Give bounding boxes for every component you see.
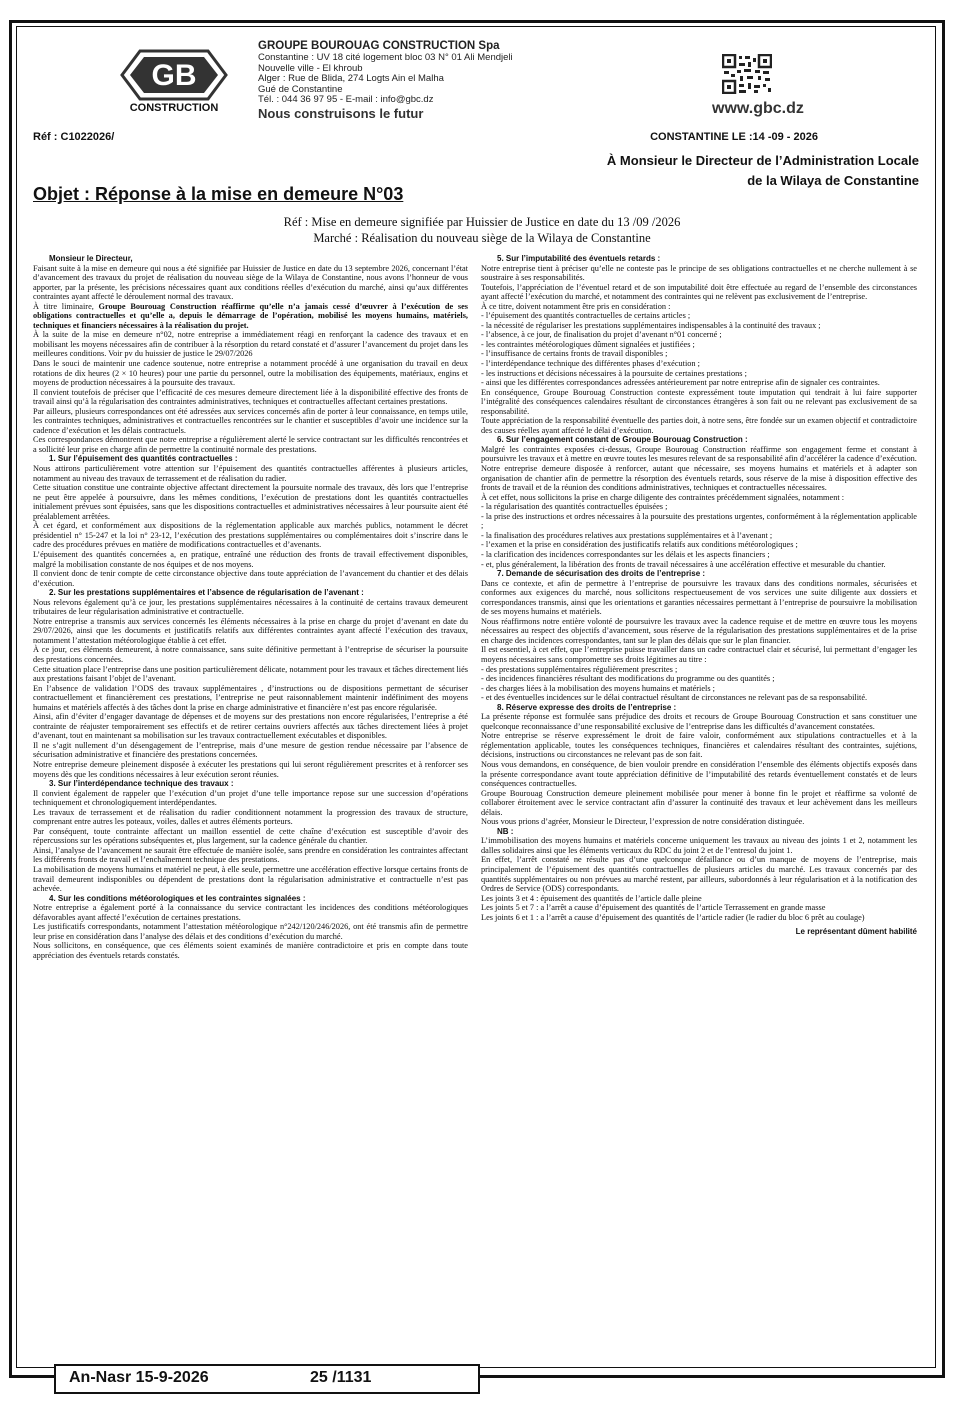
paragraph bbox=[33, 330, 468, 359]
paragraph bbox=[33, 550, 468, 569]
section-heading: 3. Sur l’interdépendance technique des travaux : bbox=[49, 779, 234, 789]
paragraph-text: Faisant suite à la mise en demeure qui nous a été signifiée par Huissier de Justice en date du 13 septembre 2026, concernant l’état d’avancement des travaux du projet de réalisation du nouveau siège de la Wilaya de Constantine, nous avons l’honneur de vous apporter, par la présente, les précisions nécessaires quant aux conditions réelles d’exécution du marché, ainsi qu’aux différentes contraintes ayant affecté le déroulement normal des travaux. bbox=[33, 263, 468, 302]
paragraph bbox=[481, 684, 917, 694]
paragraph-text: Ainsi, afin d’éviter d’engager davantage de dépenses et de moyens sur des prestations non encore régularisées, l’entreprise a été contrainte de réajuster temporairement ses effectifs et de retirer certains ouvriers affectés aux tâches directement liées à projet d’avenant, tout en maintenant sa mobilisation sur les travaux contractuellement exécutables et disponibles. bbox=[33, 712, 468, 741]
paragraph-text: À titre liminaire, bbox=[33, 301, 99, 311]
company-info bbox=[258, 40, 668, 121]
paragraph-text: - des incidences financières résultant des modifications du programme ou des quantités ; bbox=[481, 674, 775, 684]
paragraph-text: - la clarification des incidences correspondantes sur les délais et les aspects financiers ; bbox=[481, 549, 770, 559]
paragraph bbox=[481, 560, 917, 570]
paragraph bbox=[33, 789, 468, 808]
paragraph bbox=[33, 760, 468, 779]
paragraph bbox=[33, 712, 468, 741]
paragraph bbox=[33, 435, 468, 454]
paragraph-text: Il est essentiel, à cet effet, que l’entreprise puisse travailler dans un cadre contractuel clair et sécurisé, lui permettant d’engager les moyens nécessaires sans compromettre ses droits légitimes au titre : bbox=[481, 645, 917, 664]
paragraph bbox=[33, 264, 468, 302]
paragraph bbox=[481, 836, 917, 855]
paragraph-text: Les joints 6 et 1 : a l’arrêt a cause d’épuisement des quantités de l’article radier (le radier du bloc 6 prêt au coulage) bbox=[481, 912, 865, 922]
section-heading: Monsieur le Directeur, bbox=[49, 254, 133, 263]
paragraph-text: À ce jour, ces éléments demeurent, à notre connaissance, sans suite définitive permettant à l’entreprise de sécuriser la poursuite des prestations concernées. bbox=[33, 645, 468, 664]
paragraph-text: - et, plus généralement, la libération des fronts de travail nécessaires à une accélération effective et mesurable du chantier. bbox=[481, 559, 886, 569]
paragraph bbox=[481, 321, 917, 331]
paragraph-text: Notre entreprise a également porté à la connaissance du service contractant les incidences des conditions météorologiques défavorables ayant affecté l’exécution de certaines prestations. bbox=[33, 903, 468, 922]
paragraph bbox=[33, 846, 468, 865]
paragraph-text: Nous sollicitons, en conséquence, que ces éléments soient examinés de manière contradictoire et pris en compte dans toute appréciation des éventuels retards constatés. bbox=[33, 941, 468, 960]
body-right-column bbox=[481, 254, 917, 937]
logo-letters: GB bbox=[151, 59, 197, 92]
paragraph bbox=[481, 445, 917, 464]
paragraph-text: Ainsi, l’analyse de l’avancement ne saurait être effectuée de manière isolée, sans prendre en considération les contraintes affectant les différents fronts de travail et l’enchaînement technique des prestations. bbox=[33, 845, 468, 865]
slogan: Nous construisons le futur bbox=[258, 105, 424, 121]
paragraph bbox=[481, 349, 917, 359]
paragraph bbox=[481, 330, 917, 340]
paragraph bbox=[33, 617, 468, 646]
paragraph-text: Notre entreprise demeure pleinement disposée à exécuter les prestations qui lui seront régulièrement prescrites et à renforcer ses moyens dès que les conditions nécessaires à leur exécution seront réunies. bbox=[33, 759, 468, 779]
paragraph bbox=[481, 311, 917, 321]
paragraph-text: - l’insuffisance de certains fronts de travail disponibles ; bbox=[481, 349, 668, 359]
paragraph-text: - des charges liées à la mobilisation des moyens humains et matériels ; bbox=[481, 683, 715, 693]
paragraph bbox=[33, 407, 468, 436]
body-left-column bbox=[33, 254, 468, 960]
section-heading: NB : bbox=[497, 826, 514, 836]
paragraph-text: Les justificatifs correspondants, notamment l’attestation météorologique n°242/120/246/2026, ont été transmis afin de permettre leur prise en considération dans l’analyse des délais et des conditions d’exécution du marché. bbox=[33, 922, 468, 941]
paragraph-text: À la suite de la mise en demeure n°02, notre entreprise a immédiatement réagi en renforçant la cadence des travaux et en mobilisant les moyens nécessaires afin de contribuer à la résorption du retard constaté et d’assurer l’avancement du projet dans les meilleures conditions. Voir pv du huissier de justice le 29/07/2026 bbox=[33, 330, 468, 359]
paragraph-text: Nous réaffirmons notre entière volonté de poursuivre les travaux avec la cadence requise et de mettre en œuvre tous les moyens nécessaires au respect des objectifs d’avancement, sous réserve de la régularisation des prestations supplémentaires et de la prise en charge des incidences correspondantes, tant sur le plan des délais que sur le plan financier. bbox=[481, 616, 917, 645]
paragraph bbox=[481, 264, 917, 283]
paragraph-text: Dans le souci de maintenir une cadence soutenue, notre entreprise a notamment procédé à une organisation du travail en deux rotations de dix heures (2 × 10 heures) pour une partie du personnel, outre la mobilisation des équipements, matériaux, engins et moyens de production nécessaires à la poursuite des travaux. bbox=[33, 359, 468, 388]
paragraph-text: L’épuisement des quantités concernées a, en pratique, entraîné une réduction des fronts de travail effectivement disponibles, malgré la mobilisation constante de nos équipes et de nos moyens. bbox=[33, 549, 468, 569]
paragraph-text: - l’examen et la prise en considération des justificatifs relatifs aux conditions météorologiques ; bbox=[481, 540, 798, 550]
paragraph-text: - ainsi que les différentes correspondances adressées antérieurement par notre entreprise afin de signaler ces contraintes. bbox=[481, 378, 880, 388]
paragraph bbox=[481, 493, 917, 503]
paragraph-text: En effet, l’arrêt constaté ne résulte pas d’une quelconque défaillance ou d’un manque de moyens de l’entreprise, mais principalement de l’épuisement des quantités contractuelles de plusieurs articles du marché. Les travaux concernés par des quantités supplémentaires ou non prévues au marché restent, par ailleurs, subordonnés à leur régularisation et à la notification des Ordres de Service (ODS) correspondants. bbox=[481, 855, 917, 894]
addressee-line: À Monsieur le Directeur de l’Administration Locale bbox=[606, 153, 919, 168]
paragraph bbox=[481, 760, 917, 789]
paragraph bbox=[481, 579, 917, 617]
paragraph bbox=[33, 598, 468, 617]
paragraph bbox=[481, 550, 917, 560]
letter-date: CONSTANTINE LE :14 -09 - 2026 bbox=[650, 131, 818, 143]
section-heading: 1. Sur l’épuisement des quantités contractuelles : bbox=[49, 454, 238, 464]
website: www.gbc.dz bbox=[712, 100, 804, 117]
paragraph-text: Dans ce contexte, et afin de permettre à l’entreprise de poursuivre les travaux dans des conditions normales, sécurisées et conformes aux exigences du marché, nous sollicitons respectueusement de vos services une suite diligente aux dossiers et correspondances transmis, ainsi que les orientations et garanties nécessaires permettant à l’entreprise de poursuivre la mobilisation de ses moyens humains et matériels. bbox=[481, 578, 917, 617]
address-line: Nouvelle ville - El khroub bbox=[258, 62, 363, 74]
paragraph bbox=[481, 502, 917, 512]
paragraph-text: Il ne s’agit nullement d’un désengagement de l’entreprise, mais d’une mesure de gestion rendue nécessaire par l’absence de sécurisation administrative et financière des prestations concernées. bbox=[33, 740, 468, 760]
paragraph-text: À cet effet, nous sollicitons la prise en charge diligente des contraintes précédemment signalées, notamment : bbox=[481, 492, 845, 502]
paragraph-text: Les travaux de terrassement et de réalisation du radier conditionnent notamment la progression des travaux de structure, comprenant entre autres les poteaux, voiles, dalles et autres éléments porteurs. bbox=[33, 807, 468, 827]
section-heading: 6. Sur l’engagement constant de Groupe Bourouag Construction : bbox=[497, 435, 748, 445]
paragraph bbox=[481, 817, 917, 827]
paragraph bbox=[481, 855, 917, 893]
paragraph-text: L’immobilisation des moyens humains et matériels concerne uniquement les travaux au niveau des joints 1 et 2, notamment les dalles solidaires ainsi que les éléments verticaux du RDC du joint 2 et de l’entresol du joint 1. bbox=[481, 836, 917, 855]
paragraph-text: - des prestations supplémentaires régulièrement prescrites ; bbox=[481, 664, 678, 674]
section-heading: 5. Sur l’imputabilité des éventuels retards : bbox=[497, 254, 661, 263]
paragraph-text: Nous attirons particulièrement votre attention sur l’épuisement des quantités contractuelles afférentes à plusieurs articles, notamment au niveau des travaux de terrassement et de réalisation du radier. bbox=[33, 464, 468, 483]
paragraph bbox=[481, 340, 917, 350]
reference-line: Réf : Mise en demeure signifiée par Huissier de Justice en date du 13 /09 /2026 bbox=[283, 215, 681, 229]
paragraph-text: - l’absence, à ce jour, de finalisation du projet d’avenant n°01 concerné ; bbox=[481, 330, 722, 340]
paragraph bbox=[481, 712, 917, 731]
paragraph bbox=[481, 531, 917, 541]
paragraph-text: La mobilisation de moyens humains et matériel ne peut, à elle seule, permettre une accélération effective lorsque certains fronts de travail demeurent indisponibles ou dépendent de prestations dont la régularisation administrative et contractuelle n’est pas achevée. bbox=[33, 865, 468, 894]
paragraph-text: À ce titre, doivent notamment être pris en considération : bbox=[481, 301, 671, 311]
paragraph bbox=[33, 569, 468, 588]
paragraph-text: - la régularisation des quantités contractuelles épuisées ; bbox=[481, 502, 668, 512]
paragraph-text: Nous vous demandons, en conséquence, de bien vouloir prendre en considération l’ensemble des éléments objectifs exposés dans la présente correspondance avant toute appréciation définitive de l’imputabilité des retards éventuellement constatés et de leurs conséquences contractuelles. bbox=[481, 759, 917, 789]
paragraph-text: Ces correspondances démontrent que notre entreprise a régulièrement alerté le service contractant sur les difficultés rencontrées et a sollicité leur prise en charge afin de permettre la continuité normale des prestations. bbox=[33, 435, 468, 454]
paragraph bbox=[481, 645, 917, 664]
paragraph-text: En conséquence, Groupe Bourouag Construction conteste expressément toute imputation qui tendrait à lui faire supporter l’intégralité des conséquences calendaires résultant de circonstances étrangères à son fait ou ne relevant pas exclusivement de sa responsabilité. bbox=[481, 387, 917, 416]
paragraph-text: Notre entreprise tient à préciser qu’elle ne conteste pas le principe de ses obligations contractuelles et ne cherche nullement à se soustraire à ses responsabilités. bbox=[481, 263, 917, 283]
paragraph bbox=[481, 903, 917, 913]
paragraph bbox=[33, 521, 468, 550]
paragraph-text: À cet égard, et conformément aux dispositions de la réglementation applicable aux marchés publics, notamment le décret présidentiel n° 15-247 et la loi n° 23-12, l’exécution des prestations supplémentaires ou complémentaires doit s’inscrire dans le cadre des procédures prévues en matière de modifications contractuelles et d’avenants. bbox=[33, 521, 468, 550]
letter-subject: Objet : Réponse à la mise en demeure N°03 bbox=[33, 184, 404, 204]
company-logo bbox=[118, 48, 230, 118]
section-heading: 7. Demande de sécurisation des droits de l’entreprise : bbox=[497, 569, 706, 579]
gb-logo-icon bbox=[118, 48, 230, 102]
paragraph-text: La présente réponse est formulée sans préjudice des droits et recours de Groupe Bourouag Construction et sans constituer une quelconque reconnaissance d’une responsabilité exclusive de l’entreprise dans les difficultés d’avancement constatées. bbox=[481, 712, 917, 731]
paragraph bbox=[33, 827, 468, 846]
paragraph-text: Il convient donc de tenir compte de cette circonstance objective dans toute appréciation de l’avancement du chantier et des délais d’exécution. bbox=[33, 569, 468, 588]
paragraph-text: Malgré les contraintes exposées ci-dessus, Groupe Bourouag Construction réaffirme son engagement ferme et constant à poursuivre les travaux et à mettre en œuvre toutes les mesures relevant de sa responsabilité afin d’accélérer la cadence d’exécution. bbox=[481, 444, 917, 464]
paragraph-text: - la finalisation des procédures relatives aux prestations supplémentaires et à l’avenant ; bbox=[481, 530, 773, 540]
qr-code-icon bbox=[722, 54, 772, 94]
paragraph bbox=[33, 808, 468, 827]
section-heading: 8. Réserve expresse des droits de l’entreprise : bbox=[497, 702, 677, 712]
paragraph bbox=[33, 684, 468, 713]
paragraph bbox=[481, 894, 917, 904]
paragraph-text: - l’interdépendance technique des différentes phases d’exécution ; bbox=[481, 359, 700, 369]
paragraph-text: Par ailleurs, plusieurs correspondances ont été adressées aux services concernés afin de porter à leur connaissance, en temps utile, les contraintes techniques, administratives et contractuelles rencontrées sur le chantier et susceptibles d’avoir une incidence sur la cadence d’exécution et les délais contractuels. bbox=[33, 406, 468, 435]
paragraph bbox=[33, 464, 468, 483]
paragraph-text: Notre entreprise demeure disposée à renforcer, autant que nécessaire, ses moyens humains et matériels et à adapter son organisation de chantier afin de permettre la résorption des éventuels retards, sous réserve de la mise à disposition effective des fronts de travail et de la réunion des conditions administratives, techniques et contractuelles nécessaires. bbox=[481, 464, 917, 493]
paragraph-text: - et des éventuelles incidences sur le délai contractuel résultant de circonstances ne relevant pas de sa responsabilité. bbox=[481, 693, 868, 703]
paragraph-text: Notre entreprise se réserve expressément le droit de faire valoir, conformément aux stipulations contractuelles et à la réglementation applicable, toutes les conséquences techniques, financières et calendaires résultant des contraintes, sujétions, décisions, instructions ou circonstances ne relevant pas de son fait. bbox=[481, 731, 917, 760]
paragraph-text: Groupe Bourouag Construction demeure pleinement mobilisée pour mener à bonne fin le projet et réaffirme sa volonté de collaborer étroitement avec le service contractant afin d’assurer la continuité des travaux et leur achèvement dans les meilleurs délais. bbox=[481, 788, 917, 817]
section-heading: 4. Sur les conditions météorologiques et les contraintes signalées : bbox=[49, 893, 306, 903]
paragraph-text: - l’épuisement des quantités contractuelles de certains articles ; bbox=[481, 311, 691, 321]
paragraph-text: Il convient également de rappeler que l’exécution d’un projet d’une telle importance repose sur une succession d’opérations techniquement et chronologiquement interdépendantes. bbox=[33, 788, 468, 808]
paragraph-text: Notre entreprise a transmis aux services concernés les éléments nécessaires à la prise en charge du projet d’avenant en date du 29/07/2026, ainsi que les documents et justificatifs relatifs aux différentes contraintes ayant affecté l’exécution des travaux, notamment l’attestation météorologique établie à cet effet. bbox=[33, 616, 468, 645]
paragraph-text: Toute appréciation de la responsabilité éventuelle des parties doit, à notre sens, être fondée sur un examen objectif et contradictoire des causes réelles ayant affecté le délai d’exécution. bbox=[481, 416, 917, 435]
paragraph-text: - la nécessité de régulariser les prestations supplémentaires indispensables à la continuité des travaux ; bbox=[481, 320, 821, 330]
company-name: GROUPE BOUROUAG CONSTRUCTION Spa bbox=[258, 40, 500, 52]
paragraph bbox=[481, 464, 917, 493]
paragraph-text: Les joints 5 et 7 : a l’arrêt a cause d’épuisement des quantités de l’article Terrassement en grande masse bbox=[481, 903, 826, 913]
paragraph bbox=[481, 416, 917, 435]
signature-line: Le représentant dûment habilité bbox=[795, 927, 917, 937]
contact-line: Tél. : 044 36 97 95 - E-mail : info@gbc.dz bbox=[258, 94, 434, 105]
paragraph bbox=[33, 865, 468, 894]
paragraph-text: - les instructions et décisions nécessaires à la poursuite de certaines prestations ; bbox=[481, 368, 747, 378]
paragraph-text: Par conséquent, toute contrainte affectant un maillon essentiel de cette chaîne d’exécution est susceptible d’avoir des répercussions sur les opérations subséquentes et, plus largement, sur la cadence générale du chantier. bbox=[33, 826, 468, 846]
paragraph-text: Toutefois, l’appréciation de l’éventuel retard et de son imputabilité doit être effectuée au regard de l’ensemble des circonstances ayant affecté l’exécution du marché, et notamment des contraintes qui ne relèvent pas exclusivement de l’entreprise. bbox=[481, 282, 917, 302]
paragraph bbox=[33, 645, 468, 664]
letter-references bbox=[0, 214, 964, 246]
paragraph bbox=[481, 302, 917, 312]
paragraph bbox=[33, 388, 468, 407]
paragraph-text: Il convient toutefois de préciser que l’efficacité de ces mesures demeure directement liée à la disponibilité effective des fronts de travail ainsi qu’à la régularisation des contraintes administratives, techniques et contractuelles affectant certaines prestations. bbox=[33, 387, 468, 407]
address-line: Alger : Rue de Blida, 274 Logts Ain el Malha bbox=[258, 73, 444, 84]
marche-line: Marché : Réalisation du nouveau siège de la Wilaya de Constantine bbox=[313, 231, 651, 245]
publication-footer bbox=[54, 1364, 480, 1394]
paragraph bbox=[481, 731, 917, 760]
address-line: Gué de Constantine bbox=[258, 83, 343, 95]
paragraph bbox=[481, 693, 917, 703]
paragraph bbox=[33, 302, 468, 331]
paragraph bbox=[33, 741, 468, 760]
paragraph bbox=[33, 483, 468, 521]
paragraph-text: Cette situation constitue une contrainte objective affectant directement la poursuite normale des travaux, dès lors que l’entreprise ne peut être appelée à poursuivre, dans les mêmes conditions, l’exécution de prestations dont les quantités contractuelles initialement prévues sont épuisées, sans que les dispositions contractuelles et administratives nécessaires à leur poursuite aient été préalablement arrêtées. bbox=[33, 483, 468, 521]
paragraph bbox=[481, 369, 917, 379]
paragraph bbox=[481, 913, 917, 923]
paragraph-text: En l’absence de validation l’ODS des travaux supplémentaires , d’instructions ou de dispositions permettant de sécuriser contractuellement et financièrement ces prestations, l’entreprise ne peut raisonnablement maintenir indéfiniment des moyens humains et matériels affectés à des tâches dont la prise en charge administrative et financière n’est pas encore régularisée. bbox=[33, 683, 468, 712]
paragraph bbox=[481, 512, 917, 531]
paragraph bbox=[33, 922, 468, 941]
paragraph bbox=[481, 378, 917, 388]
paragraph bbox=[481, 283, 917, 302]
paragraph bbox=[481, 674, 917, 684]
paragraph bbox=[33, 665, 468, 684]
section-heading: 2. Sur les prestations supplémentaires et l’absence de régularisation de l’avenant : bbox=[49, 588, 364, 598]
paragraph bbox=[33, 903, 468, 922]
paragraph-text: Nous vous prions d’agréer, Monsieur le Directeur, l’expression de notre considération distinguée. bbox=[481, 817, 805, 827]
paragraph-bold-text: Groupe Bourouag Construction réaffirme qu’elle n’a jamais cessé d’œuvrer à l’exécution de ses obligations contractuelles et qu’elle a, depuis le démarrage de l’opération, mobilisé les moyens humains, matériels, techniques et financiers nécessaires à la réalisation du projet. bbox=[33, 301, 468, 330]
paragraph bbox=[481, 540, 917, 550]
paragraph-text: Nous relevons également qu’à ce jour, les prestations supplémentaires nécessaires à la continuité de certains travaux demeurent tributaires de leur régularisation administrative et contractuelle. bbox=[33, 597, 468, 617]
paragraph-text: - les contraintes météorologiques dûment signalées et justifiées ; bbox=[481, 339, 695, 349]
paragraph bbox=[33, 359, 468, 388]
logo-caption: CONSTRUCTION bbox=[129, 102, 219, 114]
newspaper-date: An-Nasr 15-9-2026 bbox=[69, 1369, 209, 1386]
paragraph bbox=[481, 359, 917, 369]
address-line: Constantine : UV 18 cité logement bloc 03 N° 01 Ali Mendjeli bbox=[258, 52, 513, 63]
addressee-line: de la Wilaya de Constantine bbox=[747, 173, 919, 188]
paragraph-text: Les joints 3 et 4 : épuisement des quantités de l’article dalle pleine bbox=[481, 893, 702, 903]
paragraph-text: - la prise des instructions et ordres nécessaires à la poursuite des prestations urgentes, conformément à la réglementation applicable ; bbox=[481, 511, 917, 531]
paragraph bbox=[481, 665, 917, 675]
paragraph bbox=[481, 789, 917, 818]
publication-number: 25 /1131 bbox=[310, 1369, 372, 1386]
paragraph-text: Cette situation place l’entreprise dans une position particulièrement délicate, notamment pour les travaux et tâches directement liés aux prestations faisant l’objet de l’avenant. bbox=[33, 664, 468, 684]
paragraph bbox=[481, 617, 917, 646]
addressee bbox=[499, 151, 919, 191]
letter-ref: Réf : C1022026/ bbox=[33, 131, 115, 143]
paragraph bbox=[481, 388, 917, 417]
paragraph bbox=[33, 941, 468, 960]
